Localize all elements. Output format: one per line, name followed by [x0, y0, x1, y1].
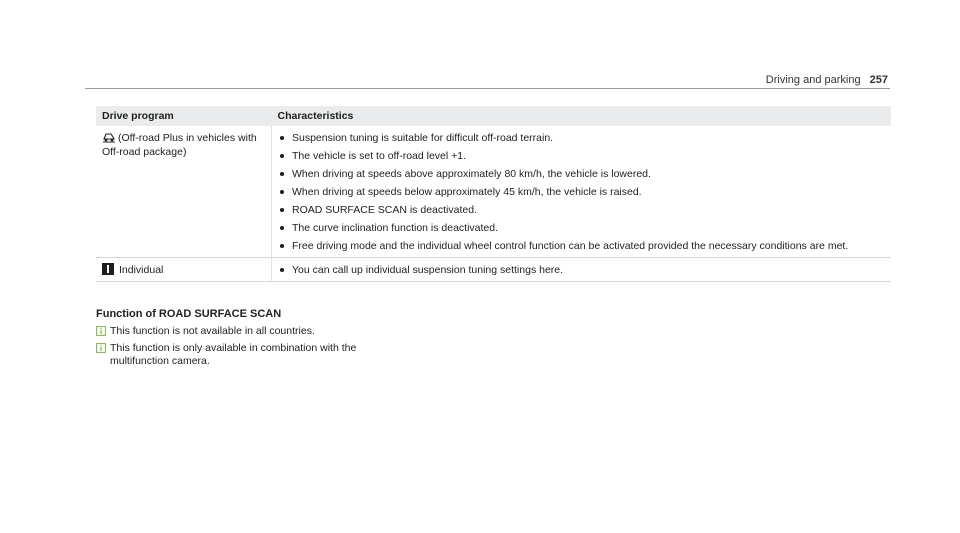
- table-row: [96, 126, 891, 258]
- characteristics-list: [278, 263, 885, 277]
- info-note: [96, 342, 396, 368]
- drive-program-cell: [96, 126, 272, 258]
- header-divider: [85, 88, 890, 89]
- column-header-characteristics: Characteristics: [272, 106, 892, 126]
- info-note: [96, 325, 396, 338]
- characteristics-list: [278, 131, 885, 253]
- road-surface-scan-section: [96, 308, 396, 372]
- list-item: When driving at speeds below approximately 45 km/h, the vehicle is raised.: [278, 185, 885, 199]
- list-item: The vehicle is set to off-road level +1.: [278, 149, 885, 163]
- table-row: [96, 258, 891, 282]
- page-number: 257: [869, 74, 888, 86]
- list-item: Suspension tuning is suitable for difficult off-road terrain.: [278, 131, 885, 145]
- table-header-row: [96, 106, 891, 126]
- list-item: ROAD SURFACE SCAN is deactivated.: [278, 203, 885, 217]
- drive-program-table: [96, 106, 891, 282]
- characteristics-cell: [272, 258, 892, 282]
- column-header-drive-program: Drive program: [96, 106, 272, 126]
- note-text: This function is only available in combination with the multifunction camera.: [110, 342, 357, 367]
- offroad-vehicle-icon: [102, 131, 116, 143]
- list-item: Free driving mode and the individual wheel control function can be activated provided the necessary conditions are met.: [278, 239, 885, 253]
- drive-program-cell: [96, 258, 272, 282]
- section-title: Function of ROAD SURFACE SCAN: [96, 308, 282, 320]
- list-item: The curve inclination function is deactivated.: [278, 221, 885, 235]
- page-header: [766, 74, 888, 86]
- individual-program-icon: [102, 263, 114, 275]
- drive-program-label: (Off-road Plus in vehicles with Off-road package): [102, 132, 257, 158]
- note-text: This function is not available in all countries.: [110, 325, 315, 337]
- drive-program-label: Individual: [119, 264, 164, 276]
- header-section-title: Driving and parking: [765, 74, 861, 86]
- info-note-icon: [96, 343, 106, 353]
- list-item: When driving at speeds above approximately 80 km/h, the vehicle is lowered.: [278, 167, 885, 181]
- characteristics-cell: [272, 126, 892, 258]
- info-note-icon: [96, 326, 106, 336]
- list-item: You can call up individual suspension tuning settings here.: [278, 263, 885, 277]
